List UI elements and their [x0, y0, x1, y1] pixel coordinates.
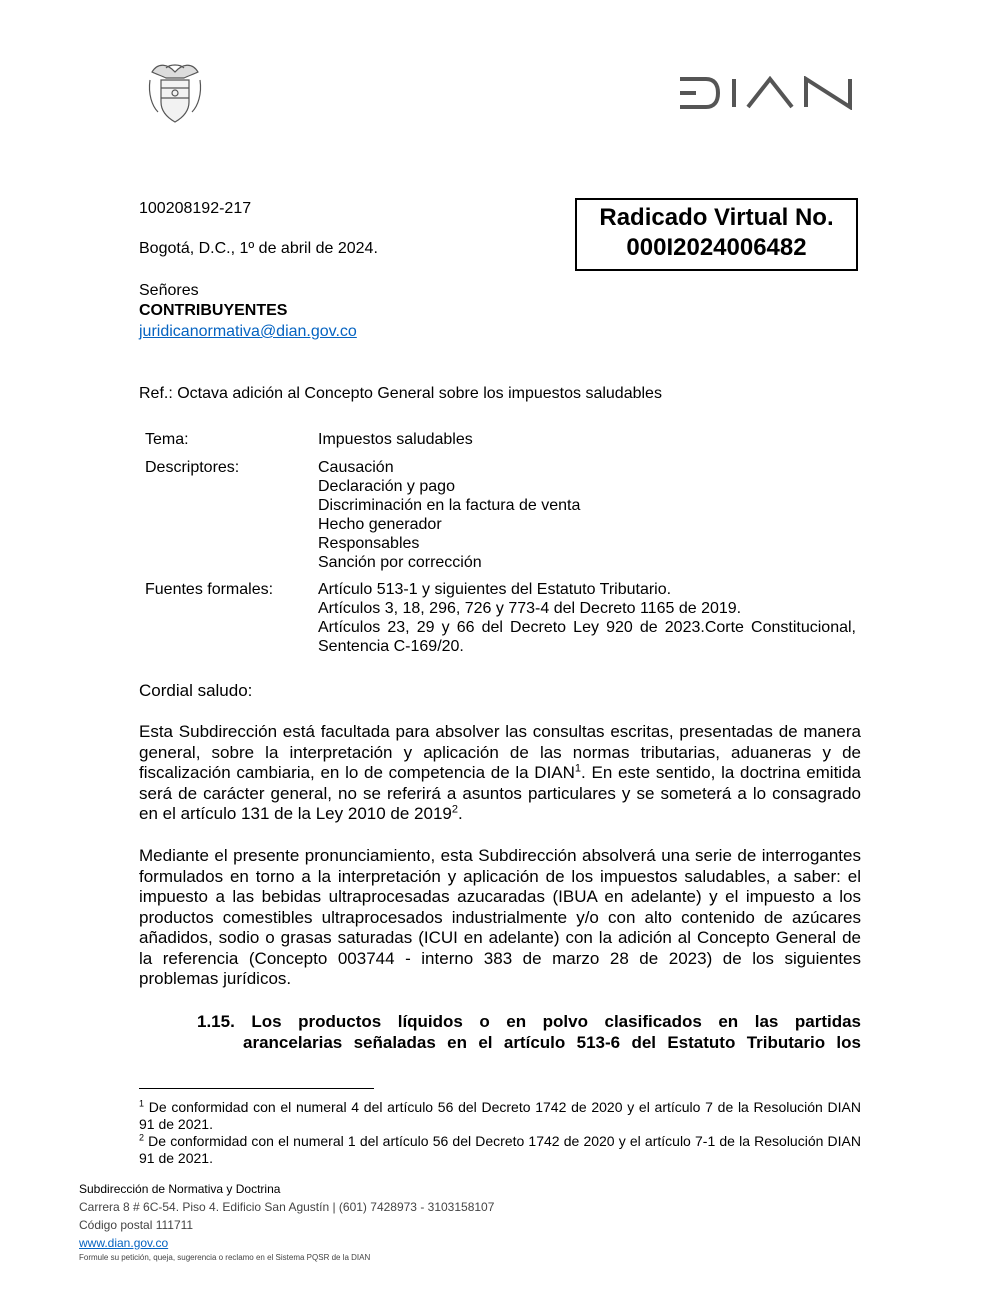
- tema-value: Impuestos saludables: [318, 431, 473, 448]
- colombia-coat-of-arms-icon: [144, 60, 206, 124]
- footnote-ref-2[interactable]: 2: [451, 803, 458, 816]
- descriptor-item: Declaración y pago: [318, 478, 455, 495]
- footnote-divider: [139, 1088, 374, 1089]
- fuente-item: Artículos 3, 18, 296, 726 y 773-4 del Decreto 1165 de 2019.: [318, 600, 742, 617]
- section-heading-1-15: 1.15. Los productos líquidos o en polvo clasificados en las partidas arancelarias señaladas en el artículo 513-6 del Estatuto Tributario los: [197, 1012, 861, 1052]
- descriptor-item: Responsables: [318, 535, 420, 552]
- fuentes-list: [318, 580, 856, 656]
- fuentes-label: Fuentes formales:: [145, 581, 274, 598]
- paragraph-competence: Esta Subdirección está facultada para absolver las consultas escritas, presentadas de manera general, sobre la interpretación y aplicación de las normas tributarias, aduaneras y de fiscalización cambiaria, en lo de competencia de la DIAN$^1$. En este sentido, la doctrina emitida será de carácter general, no se referirá a asuntos particulares y se someterá a lo consagrado en el artículo 131 de la Ley 2010 de 2019$^2$.: [139, 722, 861, 823]
- fuente-item: Sentencia C-169/20.: [318, 638, 464, 655]
- descriptores-label: Descriptores:: [145, 459, 240, 476]
- descriptores-list: [318, 458, 580, 572]
- page-footer: [79, 1180, 679, 1264]
- recipient: CONTRIBUYENTES: [139, 302, 288, 319]
- place-date: Bogotá, D.C., 1º de abril de 2024.: [139, 240, 378, 257]
- radicado-box: [575, 198, 858, 271]
- descriptor-item: Causación: [318, 459, 394, 476]
- descriptor-item: Hecho generador: [318, 516, 442, 533]
- footer-postal: Código postal 111711: [79, 1218, 194, 1232]
- footnote-1: $^1$ De conformidad con el numeral 4 del artículo 56 del Decreto 1742 de 2020 y el artículo 7 de la Resolución DIAN 91 de 2021.: [139, 1098, 861, 1132]
- footnote-ref-1[interactable]: 1: [574, 762, 582, 775]
- footer-website-link[interactable]: www.dian.gov.co: [79, 1236, 169, 1250]
- fuente-item: Artículo 513-1 y siguientes del Estatuto Tributario.: [318, 581, 672, 598]
- reference-number: 100208192-217: [139, 200, 252, 217]
- heading-number: 1.15.: [197, 1012, 235, 1031]
- radicado-number: 000I2024006482: [626, 234, 807, 261]
- footer-pqsr: Formule su petición, queja, sugerencia o reclamo en el Sistema PQSR de la DIAN: [79, 1253, 371, 1262]
- footer-address: Carrera 8 # 6C-54. Piso 4. Edificio San Agustín | (601) 7428973 - 3103158107: [79, 1200, 495, 1214]
- descriptor-item: Discriminación en la factura de venta: [318, 497, 581, 514]
- paragraph-pronouncement: Mediante el presente pronunciamiento, esta Subdirección absolverá una serie de interrogantes formulados en torno a la interpretación y aplicación de los impuestos saludables, a saber: el impuesto a las bebidas ultraprocesadas azucaradas (IBUA en adelante) y el impuesto a los productos comestibles ultraprocesados industrialmente y/o con alto contenido de azúcares añadidos, sodio o grasas saturadas (ICUI en adelante) con la adición al Concepto General de la referencia (Concepto 003744 - interno 383 de marzo 28 de 2023) de los siguientes problemas jurídicos.: [139, 846, 861, 988]
- fuente-item: Artículos 23, 29 y 66 del Decreto Ley 920 de 2023.Corte Constitucional,: [318, 619, 856, 636]
- greeting: Cordial saludo:: [139, 681, 253, 700]
- footer-office: Subdirección de Normativa y Doctrina: [79, 1182, 281, 1196]
- descriptor-item: Sanción por corrección: [318, 554, 482, 571]
- dian-logo: [678, 76, 858, 110]
- radicado-title: Radicado Virtual No.: [599, 204, 834, 231]
- footnote-2: $^2$ De conformidad con el numeral 1 del artículo 56 del Decreto 1742 de 2020 y el artículo 7-1 de la Resolución DIAN 91 de 2021.: [139, 1132, 861, 1166]
- recipient-email-link[interactable]: juridicanormativa@dian.gov.co: [139, 323, 357, 340]
- tema-label: Tema:: [145, 431, 189, 448]
- salutation-line: Señores: [139, 282, 199, 299]
- reference-line: Ref.: Octava adición al Concepto General sobre los impuestos saludables: [139, 385, 662, 402]
